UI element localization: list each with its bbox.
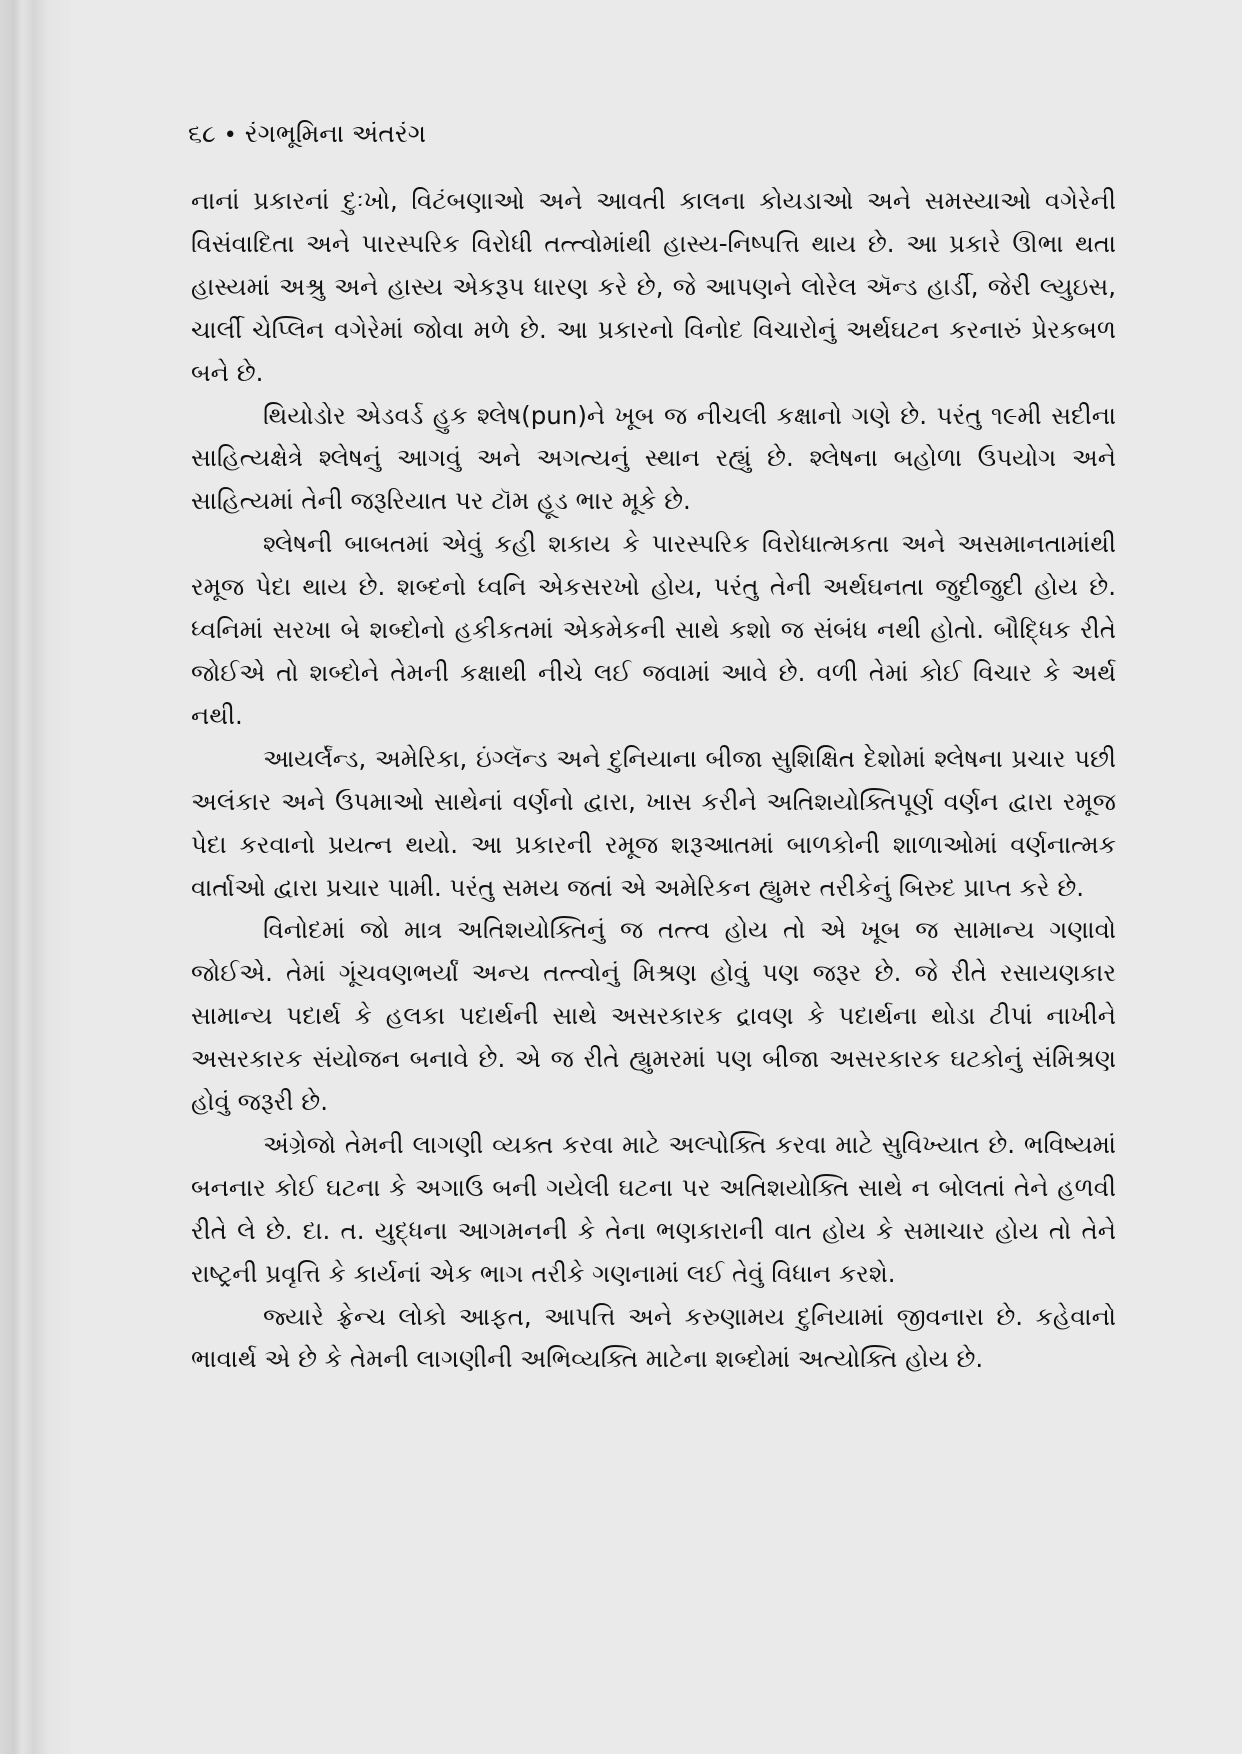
paragraph: જ્યારે ફ્રેન્ચ લોકો આફત, આપત્તિ અને કરુણામય દુનિયામાં જીવનારા છે. કહેવાનો ભાવાર્થ એ છે કે તેમની લાગણીની અભિવ્યક્તિ માટેના શબ્દોમાં અત્યોક્તિ હોય છે. bbox=[191, 1301, 1116, 1374]
header-separator: • bbox=[223, 123, 237, 148]
paragraph: નાનાં પ્રકારનાં દુઃખો, વિટંબણાઓ અને આવતી કાલના કોયડાઓ અને સમસ્યાઓ વગેરેની વિસંવાદિતા અને પારસ્પરિક વિરોધી તત્ત્વોમાંથી હાસ્ય-નિષ્પત્તિ થાય છે. આ પ્રકારે ઊભા થતા હાસ્યમાં અશ્રુ અને હાસ્ય એકરૂપ ધારણ કરે છે, જે આપણને લોરેલ ઍન્ડ હાર્ડી, જેરી લ્યુઇસ, ચાર્લી ચેપ્લિન વગેરેમાં જોવા મળે છે. આ પ્રકારનો વિનોદ વિચારોનું અર્થઘટન કરનારું પ્રેરકબળ બને છે. bbox=[191, 186, 1116, 387]
book-title: રંગભૂમિના અંતરંગ bbox=[244, 119, 427, 148]
paragraph: થિયોડોર એડવર્ડ હુક શ્લેષ(pun)ને ખૂબ જ નીચલી કક્ષાનો ગણે છે. પરંતુ ૧૯મી સદીના સાહિત્યક્ષેત્રે શ્લેષનું આગવું અને અગત્યનું સ્થાન રહ્યું છે. શ્લેષના બહોળા ઉપયોગ અને સાહિત્યમાં તેની જરૂરિયાત પર ટૉમ હૂડ ભાર મૂકે છે. bbox=[191, 400, 1116, 516]
body-text bbox=[191, 180, 1116, 1381]
paragraph: અંગ્રેજો તેમની લાગણી વ્યક્ત કરવા માટે અલ્પોક્તિ કરવા માટે સુવિખ્યાત છે. ભવિષ્યમાં બનનાર કોઈ ઘટના કે અગાઉ બની ગયેલી ઘટના પર અતિશયોક્તિ સાથે ન બોલતાં તેને હળવી રીતે લે છે. દા. ત. યુદ્ધના આગમનની કે તેના ભણકારાની વાત હોય કે સમાચાર હોય તો તેને રાષ્ટ્રની પ્રવૃત્તિ કે કાર્યનાં એક ભાગ તરીકે ગણનામાં લઈ તેવું વિધાન કરશે. bbox=[191, 1129, 1116, 1288]
page-number: ૬૮ bbox=[188, 119, 216, 148]
page-stack-edge bbox=[0, 0, 70, 1754]
paragraph: શ્લેષની બાબતમાં એવું કહી શકાય કે પારસ્પરિક વિરોધાત્મકતા અને અસમાનતામાંથી રમૂજ પેદા થાય છે. શબ્દનો ધ્વનિ એકસરખો હોય, પરંતુ તેની અર્થઘનતા જુદીજુદી હોય છે. ધ્વનિમાં સરખા બે શબ્દોનો હકીકતમાં એકમેકની સાથે કશો જ સંબંધ નથી હોતો. બૌદ્ધિક રીતે જોઈએ તો શબ્દોને તેમની કક્ષાથી નીચે લઈ જવામાં આવે છે. વળી તેમાં કોઈ વિચાર કે અર્થ નથી. bbox=[191, 529, 1116, 730]
paragraph: વિનોદમાં જો માત્ર અતિશયોક્તિનું જ તત્ત્વ હોય તો એ ખૂબ જ સામાન્ય ગણાવો જોઈએ. તેમાં ગૂંચવણભર્યાં અન્ય તત્ત્વોનું મિશ્રણ હોવું પણ જરૂર છે. જે રીતે રસાયણકાર સામાન્ય પદાર્થ કે હલકા પદાર્થની સાથે અસરકારક દ્રાવણ કે પદાર્થના થોડા ટીપાં નાખીને અસરકારક સંયોજન બનાવે છે. એ જ રીતે હ્યુમરમાં પણ બીજા અસરકારક ઘટકોનું સંમિશ્રણ હોવું જરૂરી છે. bbox=[191, 915, 1116, 1117]
paragraph: આયર્લૅન્ડ, અમેરિકા, ઇંગ્લૅન્ડ અને દુનિયાના બીજા સુશિક્ષિત દેશોમાં શ્લેષના પ્રચાર પછી અલંકાર અને ઉપમાઓ સાથેનાં વર્ણનો દ્વારા, ખાસ કરીને અતિશયોક્તિપૂર્ણ વર્ણન દ્વારા રમૂજ પેદા કરવાનો પ્રયત્ન થયો. આ પ્રકારની રમૂજ શરૂઆતમાં બાળકોની શાળાઓમાં વર્ણનાત્મક વાર્તાઓ દ્વારા પ્રચાર પામી. પરંતુ સમય જતાં એ અમેરિકન હ્યુમર તરીકેનું બિરુદ પ્રાપ્ત કરે છે. bbox=[191, 743, 1116, 902]
running-header bbox=[188, 116, 426, 154]
